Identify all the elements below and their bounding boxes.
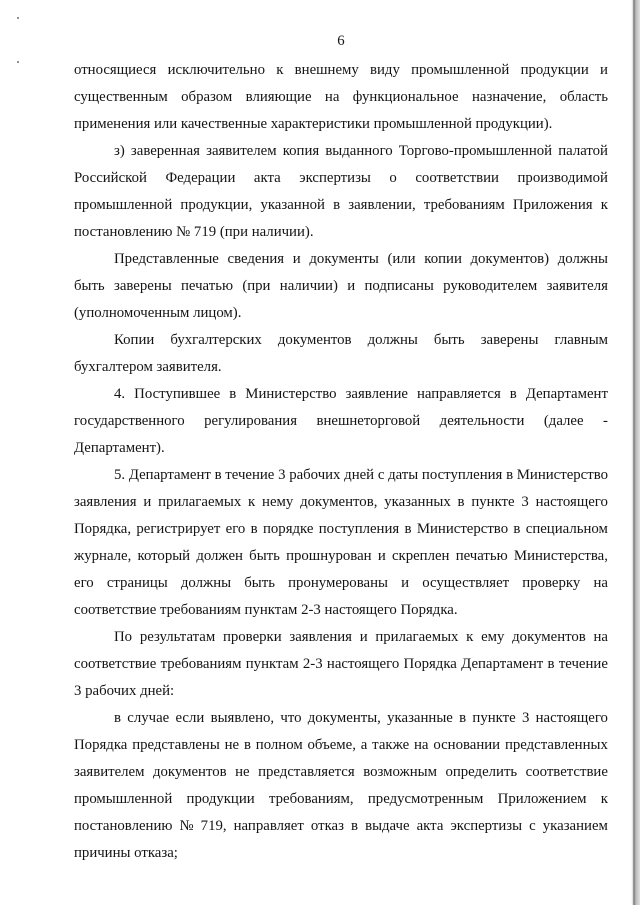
word: ему xyxy=(481,629,505,645)
word: палатой xyxy=(558,143,608,159)
paragraph-item-4 xyxy=(74,381,608,462)
word: а xyxy=(360,737,368,753)
word: скреплен xyxy=(391,548,450,564)
word: указанием xyxy=(542,818,608,834)
text-line xyxy=(74,84,608,111)
word: печатью xyxy=(455,548,508,564)
word: Департамент xyxy=(461,656,544,672)
paragraph-certification xyxy=(74,246,608,327)
word: 719, xyxy=(200,818,227,834)
text-line: применения или качественные характеристики промышленной продукции). xyxy=(74,116,553,132)
word: и xyxy=(143,494,152,510)
word: соответствие xyxy=(74,656,157,672)
paragraph-item-5 xyxy=(74,462,608,624)
word: если xyxy=(175,710,205,726)
word: производимой xyxy=(517,170,608,186)
word: заявления xyxy=(74,494,137,510)
word: в xyxy=(351,818,359,834)
word: к xyxy=(276,62,284,78)
word: бухгалтерских xyxy=(170,332,262,348)
word: (или xyxy=(387,251,416,267)
word: в xyxy=(229,386,237,402)
word: определить xyxy=(445,764,518,780)
word: главным xyxy=(554,332,608,348)
word: копия xyxy=(282,143,320,159)
word: Копии xyxy=(114,332,155,348)
document-body xyxy=(74,57,608,867)
word: з) xyxy=(114,143,125,159)
word: и xyxy=(401,575,410,591)
word: поступления xyxy=(318,521,400,537)
word: Торгово-промышленной xyxy=(398,143,553,159)
word: сведения xyxy=(227,251,285,267)
word: должны xyxy=(367,332,418,348)
paragraph-incomplete-documents xyxy=(74,705,608,867)
word: внешнему xyxy=(294,62,359,78)
word: (при xyxy=(242,278,271,294)
word: с xyxy=(377,467,385,483)
word: на xyxy=(414,737,429,753)
word: на xyxy=(593,629,608,645)
word: рабочих xyxy=(289,467,341,483)
word: с xyxy=(529,818,536,834)
word: печатью xyxy=(181,278,234,294)
word: постановлению xyxy=(74,818,173,834)
word: Министерство xyxy=(516,467,608,483)
text-line: 3 рабочих дней: xyxy=(74,683,175,699)
word: документов xyxy=(277,332,352,348)
text-line xyxy=(74,192,608,219)
word: пронумерованы xyxy=(288,575,388,591)
word: заявления xyxy=(289,629,352,645)
text-line xyxy=(74,381,608,408)
word: результатам xyxy=(139,629,216,645)
word: в xyxy=(250,521,258,537)
word: относящиеся xyxy=(74,62,157,78)
word: быть xyxy=(433,332,465,348)
word: пункте xyxy=(471,494,515,510)
word: в xyxy=(114,710,121,726)
word: 3 xyxy=(521,494,529,510)
word: поступления xyxy=(421,467,503,483)
text-line: причины отказа; xyxy=(74,845,178,861)
word: проверки xyxy=(222,629,282,645)
text-line: Департамент). xyxy=(74,440,165,456)
word: 3 xyxy=(521,710,530,726)
word: порядке xyxy=(262,521,314,537)
word: Министерство xyxy=(416,521,509,537)
word: 2-3 xyxy=(302,656,323,672)
word: соответствие xyxy=(525,764,608,780)
word: документы, xyxy=(307,710,381,726)
word: государственного xyxy=(74,413,185,429)
word: влияющие xyxy=(245,89,312,105)
word: прилагаемых xyxy=(375,629,459,645)
word: и xyxy=(359,629,368,645)
word: соответствии xyxy=(415,170,499,186)
text-line xyxy=(74,57,608,84)
word: Федерации xyxy=(165,170,236,186)
word: регулирования xyxy=(204,413,297,429)
text-line: постановлению № 719 (при наличии). xyxy=(74,224,314,240)
word: направляется xyxy=(417,386,501,402)
paragraph-accounting-copies xyxy=(74,327,608,381)
word: в xyxy=(513,521,521,537)
word: По xyxy=(114,629,133,645)
word: прилагаемых xyxy=(158,494,242,510)
word: Приложением xyxy=(497,791,587,807)
word: указанные xyxy=(387,710,453,726)
word: не xyxy=(224,737,240,753)
word: на xyxy=(324,89,340,105)
word: назначение, xyxy=(471,89,547,105)
text-line xyxy=(74,651,608,678)
word: подписаны xyxy=(364,278,434,294)
word: документов, xyxy=(300,494,378,510)
text-line xyxy=(74,273,608,300)
word: заверены xyxy=(480,332,539,348)
word: направляет xyxy=(233,818,304,834)
word: который xyxy=(137,548,191,564)
word: руководителем xyxy=(443,278,538,294)
word: и xyxy=(347,278,356,294)
word: представленных xyxy=(504,737,608,753)
word: представлены xyxy=(132,737,220,753)
word: полном xyxy=(255,737,303,753)
word: что xyxy=(280,710,302,726)
word: - xyxy=(603,413,608,429)
word: Порядка xyxy=(403,656,457,672)
paragraph-review-results xyxy=(74,624,608,705)
word: требованиям, xyxy=(268,791,354,807)
paragraph-continuation xyxy=(74,57,608,138)
word: объеме, xyxy=(307,737,356,753)
word: прошнурован xyxy=(286,548,372,564)
word: настоящего xyxy=(535,494,608,510)
scan-speck xyxy=(17,61,19,63)
word: проверку xyxy=(522,575,581,591)
word: Министерства, xyxy=(513,548,608,564)
word: в xyxy=(457,494,465,510)
word: (далее xyxy=(543,413,584,429)
text-line: (уполномоченным лицом). xyxy=(74,305,242,321)
word: журнале, xyxy=(74,548,132,564)
text-line xyxy=(74,327,608,354)
word: выявлено, xyxy=(210,710,275,726)
word: функциональное xyxy=(352,89,459,105)
word: наличии) xyxy=(279,278,338,294)
word: в xyxy=(547,656,555,672)
text-line xyxy=(74,732,608,759)
word: быть xyxy=(244,575,275,591)
word: также xyxy=(372,737,410,753)
word: продукции xyxy=(186,791,255,807)
text-line xyxy=(74,516,608,543)
word: № xyxy=(179,818,194,834)
word: акта xyxy=(253,170,281,186)
word: настоящего xyxy=(326,656,400,672)
word: внешнеторговой xyxy=(316,413,421,429)
text-line xyxy=(74,408,608,435)
word: регистрирует xyxy=(136,521,221,537)
word: Поступившее xyxy=(134,386,221,402)
word: не xyxy=(235,764,250,780)
word: Российской xyxy=(74,170,147,186)
word: промышленной xyxy=(74,791,173,807)
word: и xyxy=(292,251,301,267)
word: возможным xyxy=(363,764,437,780)
word: должны xyxy=(557,251,608,267)
word: продукции, xyxy=(180,197,253,213)
scan-edge-shadow xyxy=(631,0,640,905)
text-line xyxy=(74,759,608,786)
word: заверенная xyxy=(130,143,200,159)
word: выданного xyxy=(325,143,393,159)
word: выдаче xyxy=(365,818,410,834)
text-line xyxy=(74,813,608,840)
text-line xyxy=(74,489,608,516)
text-line xyxy=(74,786,608,813)
word: заявителя xyxy=(546,278,608,294)
word: Министерство xyxy=(245,386,337,402)
word: Приложения xyxy=(512,197,593,213)
scan-speck xyxy=(17,17,19,19)
word: промышленной xyxy=(74,197,173,213)
text-line: бухгалтером заявителя. xyxy=(74,359,222,375)
word: его xyxy=(74,575,94,591)
word: нему xyxy=(262,494,294,510)
text-line xyxy=(74,705,608,732)
word: документы xyxy=(309,251,379,267)
word: требованиям xyxy=(423,197,505,213)
word: должен xyxy=(196,548,243,564)
word: к xyxy=(600,791,608,807)
word: в xyxy=(459,710,467,726)
word: Департамент xyxy=(525,386,608,402)
word: предусмотренным xyxy=(367,791,484,807)
word: Представленные xyxy=(114,251,219,267)
word: на xyxy=(593,575,608,591)
word: страницы xyxy=(106,575,168,591)
word: 5. xyxy=(114,467,126,483)
word: в xyxy=(404,521,412,537)
word: специальном xyxy=(525,521,608,537)
word: копии xyxy=(424,251,462,267)
text-line xyxy=(74,570,608,597)
word: представляется xyxy=(258,764,355,780)
word: заявление xyxy=(345,386,408,402)
word: течение xyxy=(558,656,608,672)
word: к xyxy=(600,197,608,213)
word: быть xyxy=(74,278,105,294)
word: быть xyxy=(249,548,280,564)
word: экспертизы xyxy=(299,170,371,186)
word: документов xyxy=(152,764,227,780)
word: течение xyxy=(225,467,275,483)
word: к xyxy=(466,629,474,645)
text-line xyxy=(74,138,608,165)
word: к xyxy=(248,494,256,510)
word: отказ xyxy=(310,818,344,834)
word: 4. xyxy=(114,386,126,402)
word: промышленной xyxy=(411,62,510,78)
word: существенным xyxy=(74,89,168,105)
word: Порядка, xyxy=(74,521,132,537)
word: Департамент xyxy=(128,467,211,483)
word: и xyxy=(600,62,608,78)
word: документов xyxy=(512,629,586,645)
word: в xyxy=(333,197,341,213)
word: указанной xyxy=(260,197,325,213)
word: требованиям xyxy=(160,656,242,672)
word: продукции xyxy=(520,62,589,78)
word: настоящего xyxy=(535,710,608,726)
paragraph-item-z xyxy=(74,138,608,246)
word: заявителем xyxy=(206,143,277,159)
text-line xyxy=(74,246,608,273)
word: документов) xyxy=(470,251,550,267)
word: заявителем xyxy=(74,764,145,780)
word: в xyxy=(506,467,514,483)
word: деятельности xyxy=(439,413,525,429)
word: о xyxy=(389,170,397,186)
word: образом xyxy=(181,89,233,105)
word: пункте xyxy=(472,710,516,726)
word: 3 xyxy=(278,467,286,483)
text-line xyxy=(74,624,608,651)
word: в xyxy=(214,467,222,483)
word: случае xyxy=(127,710,170,726)
text-line xyxy=(74,462,608,489)
word: Порядка xyxy=(74,737,128,753)
page-number: 6 xyxy=(337,33,345,49)
word: в xyxy=(509,386,517,402)
word: виду xyxy=(370,62,400,78)
text-line xyxy=(74,165,608,192)
text-line: соответствие требованиям пунктам 2-3 настоящего Порядка. xyxy=(74,602,458,618)
word: экспертизы xyxy=(450,818,523,834)
word: пунктам xyxy=(245,656,299,672)
word: дней xyxy=(344,467,375,483)
word: в xyxy=(243,737,251,753)
word: заверены xyxy=(113,278,172,294)
word: должны xyxy=(180,575,232,591)
word: основании xyxy=(433,737,501,753)
word: указанных xyxy=(384,494,451,510)
text-line xyxy=(74,543,608,570)
word: акта xyxy=(416,818,444,834)
word: заявлении, xyxy=(348,197,416,213)
word: и xyxy=(377,548,386,564)
word: даты xyxy=(388,467,419,483)
word: исключительно xyxy=(167,62,265,78)
word: осуществляет xyxy=(422,575,510,591)
word: его xyxy=(225,521,246,537)
word: область xyxy=(559,89,608,105)
